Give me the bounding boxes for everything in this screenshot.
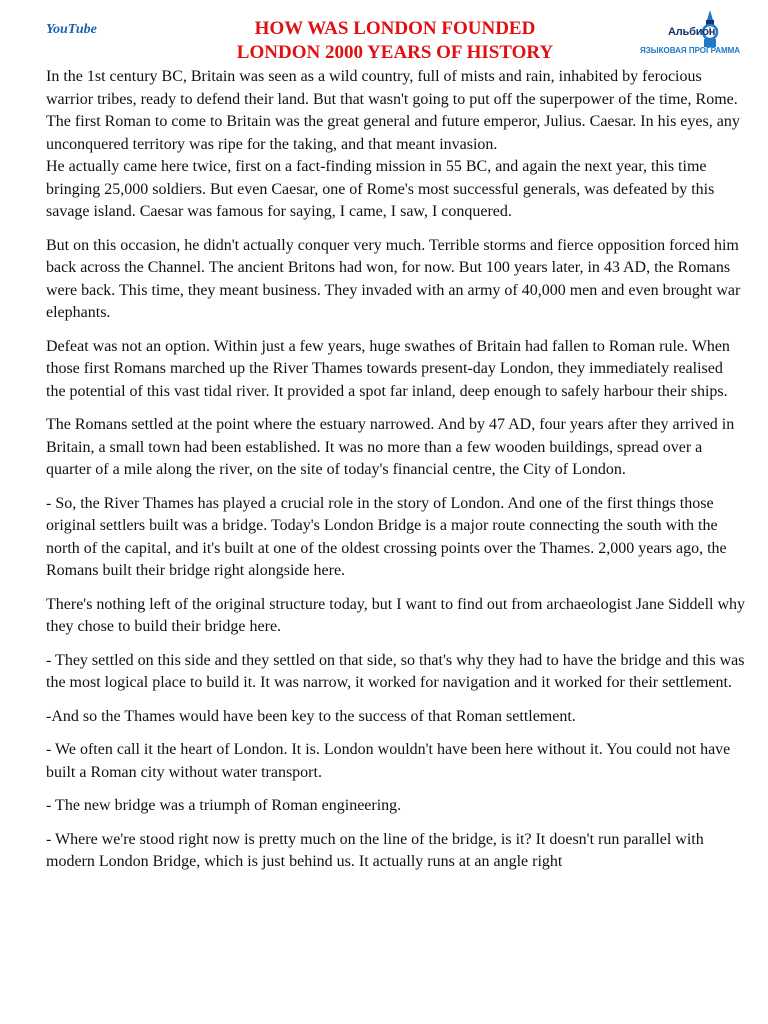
source-label: YouTube [46,22,97,37]
paragraph: There's nothing left of the original structure today, but I want to find out from archaeologist Jane Siddell why they chose to build their bridge here. [46,595,746,635]
page-subtitle: LONDON 2000 YEARS OF HISTORY [236,42,554,63]
paragraph: He actually came here twice, first on a fact-finding mission in 55 BC, and again the next year, this time bringing 25,000 soldiers. But even Caesar, one of Rome's most successful generals, was defeated by this savage island. Caesar was famous for saying, I came, I saw, I conquered. [46,158,715,220]
paragraph: - Where we're stood right now is pretty much on the line of the bridge, is it? It doesn't run parallel with modern London Bridge, which is just behind us. It actually runs at an angle right [46,830,704,870]
albion-logo [640,8,740,58]
paragraph: - So, the River Thames has played a crucial role in the story of London. And one of the first things those original settlers built was a bridge. Today's London Bridge is a major route connecting the south with the north of the capital, and it's built at one of the oldest crossing points over the Thames. 2,000 years ago, the Romans built their bridge right alongside here. [46,494,727,579]
paragraph: - They settled on this side and they settled on that side, so that's why they had to have the bridge and this was the most logical place to build it. It was narrow, it worked for navigation and it worked for their settlement. [46,651,745,691]
paragraph: The Romans settled at the point where the estuary narrowed. And by 47 AD, four years after they arrived in Britain, a small town had been established. It was no more than a few wooden buildings, spread over a quarter of a mile along the river, on the site of today's financial centre, the City of London. [46,416,735,478]
logo-name: Альбион [668,26,716,38]
title-block [200,17,590,65]
article-body [46,66,746,885]
paragraph: Defeat was not an option. Within just a few years, huge swathes of Britain had fallen to Roman rule. When those first Romans marched up the River Thames towards present-day London, they immediately realised the potential of this vast tidal river. It provided a spot far inland, deep enough to safely harbour their ships. [46,337,730,400]
paragraph: - The new bridge was a triumph of Roman engineering. [46,797,402,814]
paragraph: -And so the Thames would have been key to the success of that Roman settlement. [46,707,576,725]
paragraph: - We often call it the heart of London. It is. London wouldn't have been here without it. You could not have built a Roman city without water transport. [46,741,731,781]
paragraph: But on this occasion, he didn't actually conquer very much. Terrible storms and fierce opposition forced him back across the Channel. The ancient Britons had won, for now. But 100 years later, in 43 AD, the Romans were back. This time, they meant business. They invaded with an army of 40,000 men and even brought war elephants. [46,236,741,321]
page-title: HOW WAS LONDON FOUNDED [254,18,536,39]
paragraph: In the 1st century BC, Britain was seen as a wild country, full of mists and rain, inhabited by ferocious warrior tribes, ready to defend their land. But that wasn't going to put off the superpower of the time, Rome. The first Roman to come to Britain was the great general and future emperor, Julius. Caesar. In his eyes, any unconquered territory was ripe for the taking, and that meant invasion. [46,68,740,153]
logo-subtitle: ЯЗЫКОВАЯ ПРОГРАММА [640,46,740,55]
